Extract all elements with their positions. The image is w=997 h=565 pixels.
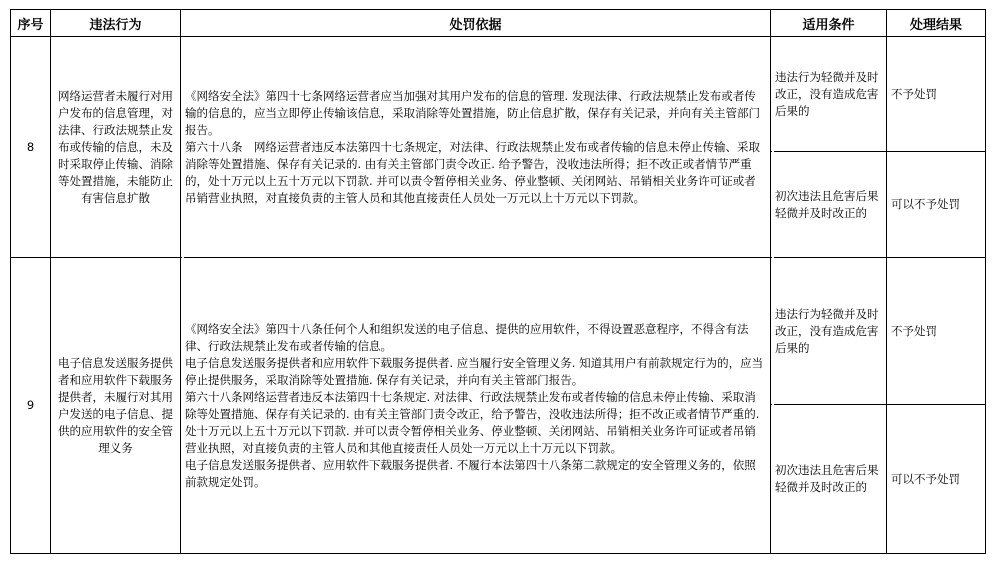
row-9-basis-p2: 电子信息发送服务提供者和应用软件下载服务提供者. 应当履行安全管理义务. 知道其用户有前款规定行为的，应当停止提供服务，采取消除等处置措施. 保存有关记录，并向有关主管部门报告。 [185,355,764,387]
row-9-result-1: 不予处罚 [886,257,986,405]
row-8-violation [50,36,181,258]
row-8-no: 8 [10,36,51,258]
row-8-violation-text: 网络运营者未履行对用户发布的信息管理，对法律、行政法规禁止发布或传输的信息，未及时采取停止传输、消除等处置措施，未能防止有害信息扩散 [58,88,173,205]
divider-gap [772,38,774,552]
row-8-condition-2: 初次违法且危害后果轻微并及时改正的 [770,151,887,258]
header-no: 序号 [10,9,51,37]
header-violation: 违法行为 [50,9,181,37]
row-8-result-2: 可以不予处罚 [886,151,986,258]
row-9-result-2: 可以不予处罚 [886,404,986,554]
row-9-violation [50,257,181,554]
row-9-condition-2: 初次违法且危害后果轻微并及时改正的 [770,404,887,554]
row-8-result-1: 不予处罚 [886,36,986,152]
header-basis: 处罚依据 [180,9,771,37]
row-9-basis-p3: 第六十八条网络运营者违反本法第四十七条规定. 对法律、行政法规禁止发布或者传输的信息未停止传输、采取消除等处置措施、保存有关记录的. 由有关主管部门责令改正，给予警告，没收违法所得；拒不改正或者情节严重的. 处十万元以上五十万元以下罚款. 并可以责令暂停相关业务、停业整顿、关闭网站、吊销相关业务许可证或者吊销营业执照，对直接负责的主管人员和其他直接责任人员处一万元以上十万元以下罚款。 [185,389,760,455]
row-8-basis-p1: 《网络安全法》第四十七条网络运营者应当加强对其用户发布的信息的管理. 发现法律、行政法规禁止发布或者传输的信息的，应当立即停止传输该信息，采取消除等处置措施，防止信息扩散，保存有关记录，并向有关主管部门报告。 [185,88,760,137]
row-8-basis-p2: 第六十八条 网络运营者违反本法第四十七条规定，对法律、行政法规禁止发布或者传输的信息未停止传输、采取消除等处置措施、保存有关记录的. 由有关主管部门责令改正. 给予警告，没收违法所得；拒不改正或者情节严重的，处十万元以上五十万元以下罚款. 并可以责令暂停相关业务、停业整顿、关闭网站、吊销相关业务许可证或者吊销营业执照，对直接负责的主管人员和其他直接责任人员处一万元以上十万元以下罚款。 [185,139,760,205]
row-9-violation-text: 电子信息发送服务提供者和应用软件下载服务提供者，未履行对其用户发送的电子信息、提供的应用软件的安全管理义务 [58,355,173,455]
row-9-condition-1: 违法行为轻微并及时改正，没有造成危害后果的 [770,257,887,405]
penalty-table [10,9,986,554]
row-9-no: 9 [10,257,51,554]
row-9-basis [180,257,771,554]
header-condition: 适用条件 [770,9,887,37]
divider-gap [182,38,184,552]
row-8-condition-1: 违法行为轻微并及时改正，没有造成危害后果的 [770,36,887,152]
row-9-basis-p4: 电子信息发送服务提供者、应用软件下载服务提供者. 不履行本法第四十八条第二款规定的安全管理义务的，依照前款规定处罚。 [185,457,756,489]
header-result: 处理结果 [886,9,986,37]
row-9-basis-p1: 《网络安全法》第四十八条任何个人和组织发送的电子信息、提供的应用软件，不得设置恶意程序，不得含有法律、行政法规禁止发布或者传输的信息。 [185,321,749,353]
row-8-basis [180,36,771,258]
